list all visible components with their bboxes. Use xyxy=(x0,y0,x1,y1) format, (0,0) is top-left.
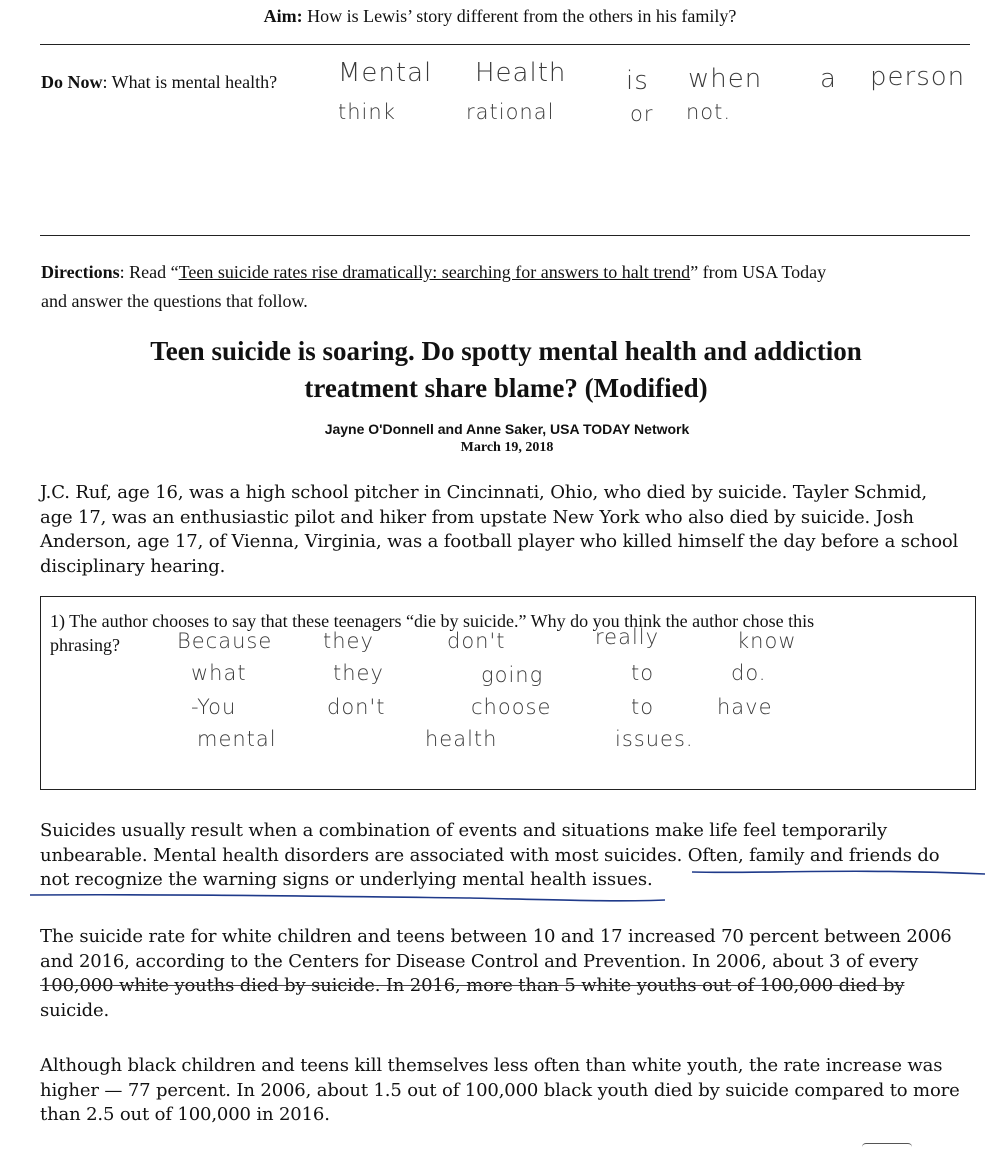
hand-word: when xyxy=(688,64,763,94)
hand-word: think xyxy=(338,100,396,124)
article-title xyxy=(0,333,1000,407)
hand-word: choose xyxy=(471,695,552,719)
paragraph-line: higher — 77 percent. In 2006, about 1.5 out of 100,000 black youth died by suicide compared to more xyxy=(40,1079,960,1101)
paragraph-line: suicide. xyxy=(40,999,110,1021)
aim-question: How is Lewis’ story different from the others in his family? xyxy=(307,6,737,26)
hand-word: to xyxy=(631,661,655,685)
paragraph-line: Although black children and teens kill themselves less often than white youth, the rate increase was xyxy=(40,1055,943,1076)
question-1-answer-line1 xyxy=(177,625,937,659)
aim-label: Aim: xyxy=(263,6,303,26)
hand-word: really xyxy=(595,625,660,649)
directions-line2: and answer the questions that follow. xyxy=(41,291,308,311)
directions xyxy=(41,258,971,316)
question-1-answer-line4 xyxy=(197,727,937,757)
divider-middle xyxy=(40,235,970,236)
question-1-box xyxy=(40,596,976,790)
directions-line1 xyxy=(41,258,971,287)
question-1-answer-line3 xyxy=(191,695,931,725)
hand-word: have xyxy=(717,695,773,719)
hand-word: a xyxy=(820,64,837,94)
paragraph-line: Suicides usually result when a combination of events and situations make life feel temporarily xyxy=(40,820,888,841)
directions-text: : Read “ xyxy=(119,262,179,282)
hand-word: don't xyxy=(447,629,506,653)
paragraph-3 xyxy=(40,925,980,1023)
hand-word: not. xyxy=(686,100,732,124)
article-date: March 19, 2018 xyxy=(460,440,554,455)
hand-word: they xyxy=(333,661,384,685)
paragraph-line: not recognize the warning signs or underlying mental health issues. xyxy=(40,869,653,890)
question-1-line1: 1) The author chooses to say that these teenagers “die by suicide.” Why do you think the author chose this xyxy=(50,611,815,631)
do-now-prompt xyxy=(41,70,277,94)
paragraph-line: age 17, was an enthusiastic pilot and hiker from upstate New York who also died by suicide. Josh xyxy=(40,506,914,528)
hand-word: going xyxy=(481,663,544,687)
hand-word: know xyxy=(737,629,797,653)
do-now-text: : What is mental health? xyxy=(102,72,278,92)
hand-word: is xyxy=(626,66,649,96)
hand-word: they xyxy=(323,629,374,653)
hand-word: issues. xyxy=(615,727,694,751)
paragraph-line: The suicide rate for white children and teens between 10 and 17 increased 70 percent between 2006 xyxy=(40,926,952,947)
divider-top xyxy=(40,44,970,45)
hand-word: don't xyxy=(327,695,386,719)
directions-text: ” from USA Today xyxy=(690,262,827,282)
paragraph-line: unbearable. Mental health disorders are associated with most suicides. Often, family and friends do xyxy=(40,844,940,866)
paragraph-line: Anderson, age 17, of Vienna, Virginia, was a football player who killed himself the day before a school xyxy=(40,531,959,552)
article-link[interactable]: Teen suicide rates rise dramatically: searching for answers to halt trend xyxy=(178,262,691,282)
paragraph-1 xyxy=(40,481,980,579)
paragraph-4 xyxy=(40,1054,980,1128)
article-byline: Jayne O'Donnell and Anne Saker, USA TODAY Network xyxy=(324,421,690,437)
article-title-line2: treatment share blame? (Modified) xyxy=(304,373,708,403)
paragraph-line: 100,000 white youths died by suicide. In 2016, more than 5 white youths out of 100,000 died by xyxy=(40,975,905,996)
question-1-line2: phrasing? xyxy=(50,635,120,655)
paragraph-line: disciplinary hearing. xyxy=(40,555,226,577)
page-mark xyxy=(862,1143,912,1150)
question-1-answer-line2 xyxy=(191,661,931,691)
paragraph-line: and 2016, according to the Centers for Disease Control and Prevention. In 2006, about 3 of every xyxy=(40,950,919,972)
aim-line xyxy=(0,4,1000,28)
hand-word: what xyxy=(191,661,247,685)
hand-word: or xyxy=(630,102,654,126)
article-title-line1: Teen suicide is soaring. Do spotty mental health and addiction xyxy=(150,336,862,366)
hand-word: rational xyxy=(466,100,555,124)
do-now-answer-line2 xyxy=(338,100,838,134)
hand-word: Because xyxy=(177,629,273,653)
directions-label: Directions xyxy=(41,262,120,282)
pen-underline xyxy=(0,860,1000,910)
hand-word: do. xyxy=(731,661,767,685)
hand-word: person xyxy=(870,62,966,92)
hand-word: Mental xyxy=(338,58,433,88)
hand-word: to xyxy=(631,695,655,719)
hand-word: mental xyxy=(197,727,277,751)
hand-word: -You xyxy=(191,695,237,719)
do-now-answer-line1 xyxy=(338,58,978,94)
hand-word: Health xyxy=(475,58,567,88)
hand-word: health xyxy=(425,727,498,751)
paragraph-line: J.C. Ruf, age 16, was a high school pitcher in Cincinnati, Ohio, who died by suicide. Tayler Schmid, xyxy=(40,482,927,503)
paragraph-line: than 2.5 out of 100,000 in 2016. xyxy=(40,1104,330,1125)
do-now-label: Do Now xyxy=(41,72,103,92)
